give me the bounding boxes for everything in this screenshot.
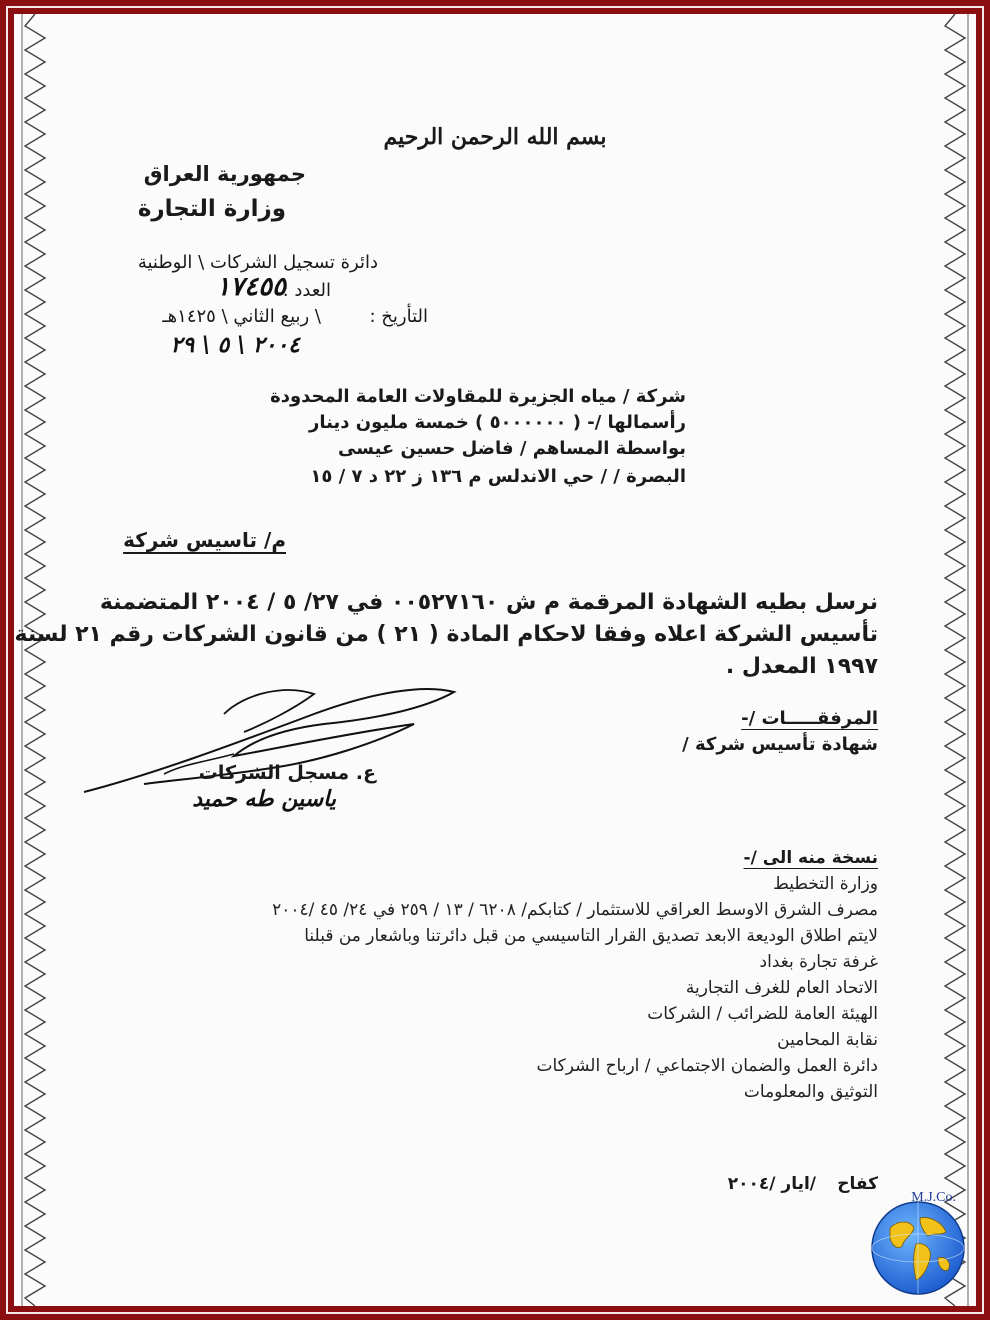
subject-line: م/ تاسيس شركة: [123, 528, 286, 552]
document-page: [14, 14, 976, 1306]
watermark-text: M.J.Co.: [911, 1190, 956, 1205]
copies-label: نسخة منه الى /-: [743, 848, 878, 868]
copy-item: مصرف الشرق الاوسط العراقي للاستثمار / كتابكم/ ٦٢٠٨ / ١٣ / ٢٥٩ في ٢٤/ ٤٥ /٢٠٠٤: [272, 900, 878, 920]
addressee-address: البصرة / / حي الاندلس م ١٣٦ ز ٢٢ د ٧ / ١٥: [310, 466, 686, 487]
addressee-via: بواسطة المساهم / فاضل حسين عيسى: [338, 438, 686, 459]
typist-initials: كفاح: [837, 1174, 878, 1194]
letter-body: [14, 14, 976, 1306]
signatory-name: ياسين طه حميد: [192, 786, 336, 812]
copy-item: دائرة العمل والضمان الاجتماعي / ارباح الشركات: [536, 1056, 878, 1076]
copy-item: التوثيق والمعلومات: [743, 1082, 878, 1102]
copy-item: لايتم اطلاق الوديعة الابعد تصديق القرار التاسيسي من قبل دائرتنا وباشعار من قبلنا: [304, 926, 878, 946]
department-name: دائرة تسجيل الشركات \ الوطنية: [137, 252, 378, 273]
copy-item: غرفة تجارة بغداد: [759, 952, 878, 972]
number-label: العدد :: [282, 280, 331, 301]
body-line-1: نرسل بطيه الشهادة المرقمة م ش ٠٠٥٢٧١٦٠ في ٢٧/ ٥ / ٢٠٠٤ المتضمنة: [99, 590, 878, 615]
addressee-company: شركة / مياه الجزيرة للمقاولات العامة المحدودة: [270, 386, 686, 407]
date-gregorian: ٢٠٠٤ \ ٥ \ ٢٩: [170, 332, 300, 358]
copy-item: الهيئة العامة للضرائب / الشركات: [647, 1004, 878, 1024]
addressee-capital: رأسمالها /- ( ٥٠٠٠٠٠٠ ) خمسة مليون دينار: [309, 412, 686, 433]
number-value: ١٧٤٥٥: [216, 272, 286, 302]
attachments-label: المرفقـــــات /-: [741, 708, 878, 729]
date-hijri: \ ربيع الثاني \ ١٤٢٥هـ: [162, 306, 321, 327]
body-line-2: تأسيس الشركة اعلاه وفقا لاحكام المادة ( ٢١ ) من قانون الشركات رقم ٢١ لسنة: [14, 622, 878, 647]
basmala-heading: بسم الله الرحمن الرحيم: [383, 124, 607, 150]
signatory-title: ع. مسجل الشركات: [198, 762, 376, 784]
copy-item: نقابة المحامين: [777, 1030, 878, 1050]
footer-date: /ايار /٢٠٠٤: [727, 1174, 816, 1194]
copy-item: وزارة التخطيط: [773, 874, 878, 894]
attachments-item: شهادة تأسيس شركة /: [682, 734, 878, 755]
body-line-3: ١٩٩٧ المعدل .: [725, 654, 878, 679]
date-label: التأريخ :: [369, 306, 428, 327]
ministry-name: وزارة التجارة: [137, 196, 286, 222]
globe-logo-icon: [868, 1198, 968, 1298]
copy-item: الاتحاد العام للغرف التجارية: [685, 978, 878, 998]
republic-name: جمهورية العراق: [143, 162, 306, 186]
